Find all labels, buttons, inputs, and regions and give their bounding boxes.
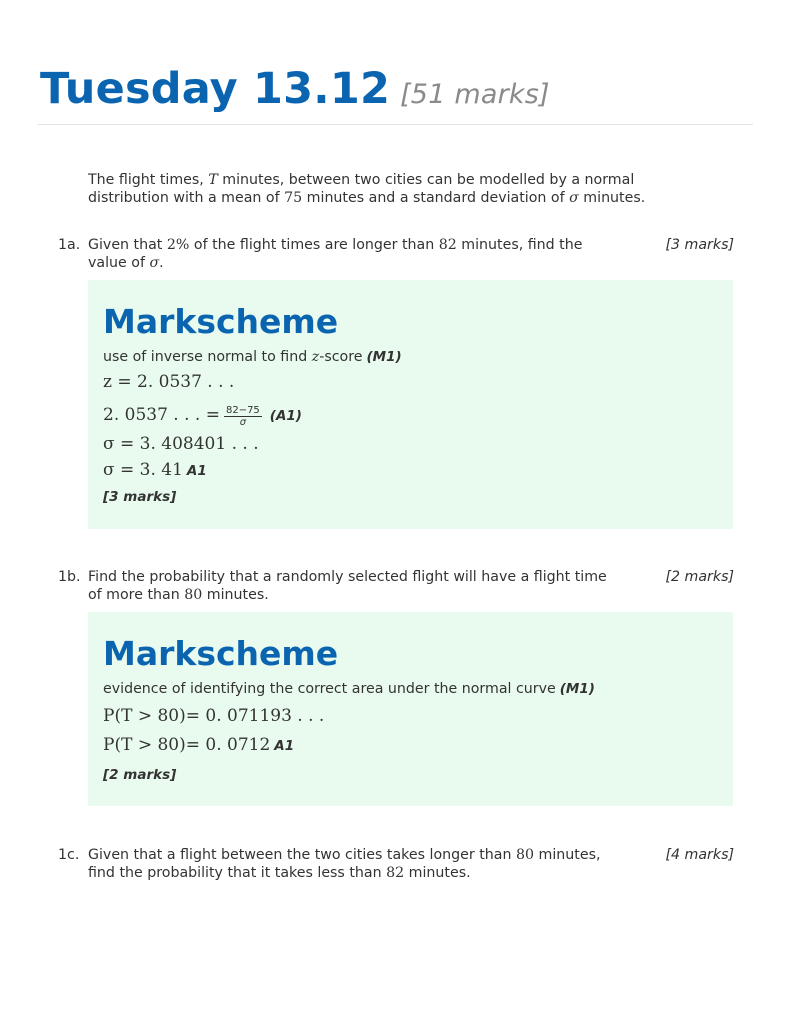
markscheme-heading: Markscheme (103, 302, 339, 341)
question-number-1b: 1b. (58, 569, 81, 585)
markscheme-line (103, 373, 234, 392)
q1c-text-2: minutes, (534, 847, 601, 863)
q1c-value-80: 80 (515, 847, 535, 863)
ms1b-l1-text: evidence of identifying the correct area under the normal curve (103, 681, 556, 697)
total-marks: [51 marks] (400, 79, 550, 110)
q1a-sigma: σ (149, 255, 160, 271)
question-text-1a (88, 236, 633, 272)
intro-text-4: minutes and a standard deviation of (302, 190, 570, 206)
intro-mean: 75 (284, 190, 303, 206)
mark-tag: (A1) (269, 408, 302, 424)
mark-tag: A1 (186, 463, 207, 479)
title-text: Tuesday 13.12 (40, 64, 391, 114)
q1a-text-2: of the flight times are longer than (189, 237, 439, 253)
q1a-text-1: Given that (88, 237, 167, 253)
intro-text-3: distribution with a mean of (88, 190, 285, 206)
markscheme-1a (88, 280, 733, 529)
q1a-value-82: 82 (438, 237, 457, 253)
q1c-value-82: 82 (386, 865, 405, 881)
markscheme-total (103, 488, 176, 506)
q1b-text-2: of more than (88, 587, 185, 603)
ms1a-l1-text: use of inverse normal to find (103, 349, 312, 365)
ms1b-equation: P(T > 80)= 0. 071193 . . . (103, 706, 325, 726)
markscheme-line (103, 401, 302, 430)
intro-text-1: The flight times, (88, 172, 209, 188)
question-text-1b (88, 568, 663, 604)
total-marks-tag: [2 marks] (103, 767, 177, 783)
title-divider (38, 124, 753, 125)
question-marks-1a: [3 marks] (665, 237, 734, 253)
ms1a-equation: σ = 3. 41 (103, 460, 183, 480)
q1b-text-1: Find the probability that a randomly selected flight will have a flight time (88, 569, 607, 585)
markscheme-heading: Markscheme (103, 634, 339, 673)
markscheme-line (103, 736, 294, 755)
markscheme-total (103, 766, 176, 784)
markscheme-line (103, 435, 259, 454)
intro-text-2: minutes, between two cities can be modelled by a normal (217, 172, 635, 188)
intro-text-5: minutes. (578, 190, 646, 206)
ms1b-equation: P(T > 80)= 0. 0712 (103, 735, 271, 755)
intro-paragraph (88, 171, 708, 207)
question-marks-1b: [2 marks] (665, 569, 734, 585)
q1c-text-1: Given that a flight between the two cities takes longer than (88, 847, 516, 863)
ms1a-l1-z: z (311, 349, 320, 365)
q1b-text-3: minutes. (202, 587, 269, 603)
markscheme-1b (88, 612, 733, 806)
q1b-value-80: 80 (184, 587, 203, 603)
ms1a-l1-text-2: -score (319, 349, 363, 365)
q1a-text-3: minutes, find the (456, 237, 583, 253)
question-number-1c: 1c. (58, 847, 80, 863)
mark-tag: A1 (274, 738, 295, 754)
total-marks-tag: [3 marks] (103, 489, 177, 505)
fraction-denominator: σ (239, 416, 247, 428)
q1a-percent: 2% (166, 237, 190, 253)
fraction-numerator: 82−75 (225, 404, 260, 416)
q1c-text-4: minutes. (404, 865, 471, 881)
q1c-text-3: find the probability that it takes less than (88, 865, 387, 881)
ms1a-equation: σ = 3. 408401 . . . (103, 434, 259, 454)
markscheme-line (103, 348, 402, 366)
q1a-text-4: value of (88, 255, 150, 271)
markscheme-line (103, 707, 324, 726)
q1a-text-5: . (159, 255, 164, 271)
intro-var-t: T (208, 172, 218, 188)
page-title (40, 64, 550, 114)
mark-tag: (M1) (366, 349, 402, 365)
question-number-1a: 1a. (58, 237, 81, 253)
intro-sigma: σ (569, 190, 579, 206)
ms1a-equation: z = 2. 0537 . . . (103, 372, 235, 392)
mark-tag: (M1) (559, 681, 595, 697)
question-marks-1c: [4 marks] (665, 847, 734, 863)
ms1a-equation: 2. 0537 . . . = (103, 405, 220, 425)
markscheme-line (103, 680, 595, 698)
question-text-1c (88, 846, 653, 882)
fraction (224, 405, 262, 428)
markscheme-line (103, 461, 207, 480)
